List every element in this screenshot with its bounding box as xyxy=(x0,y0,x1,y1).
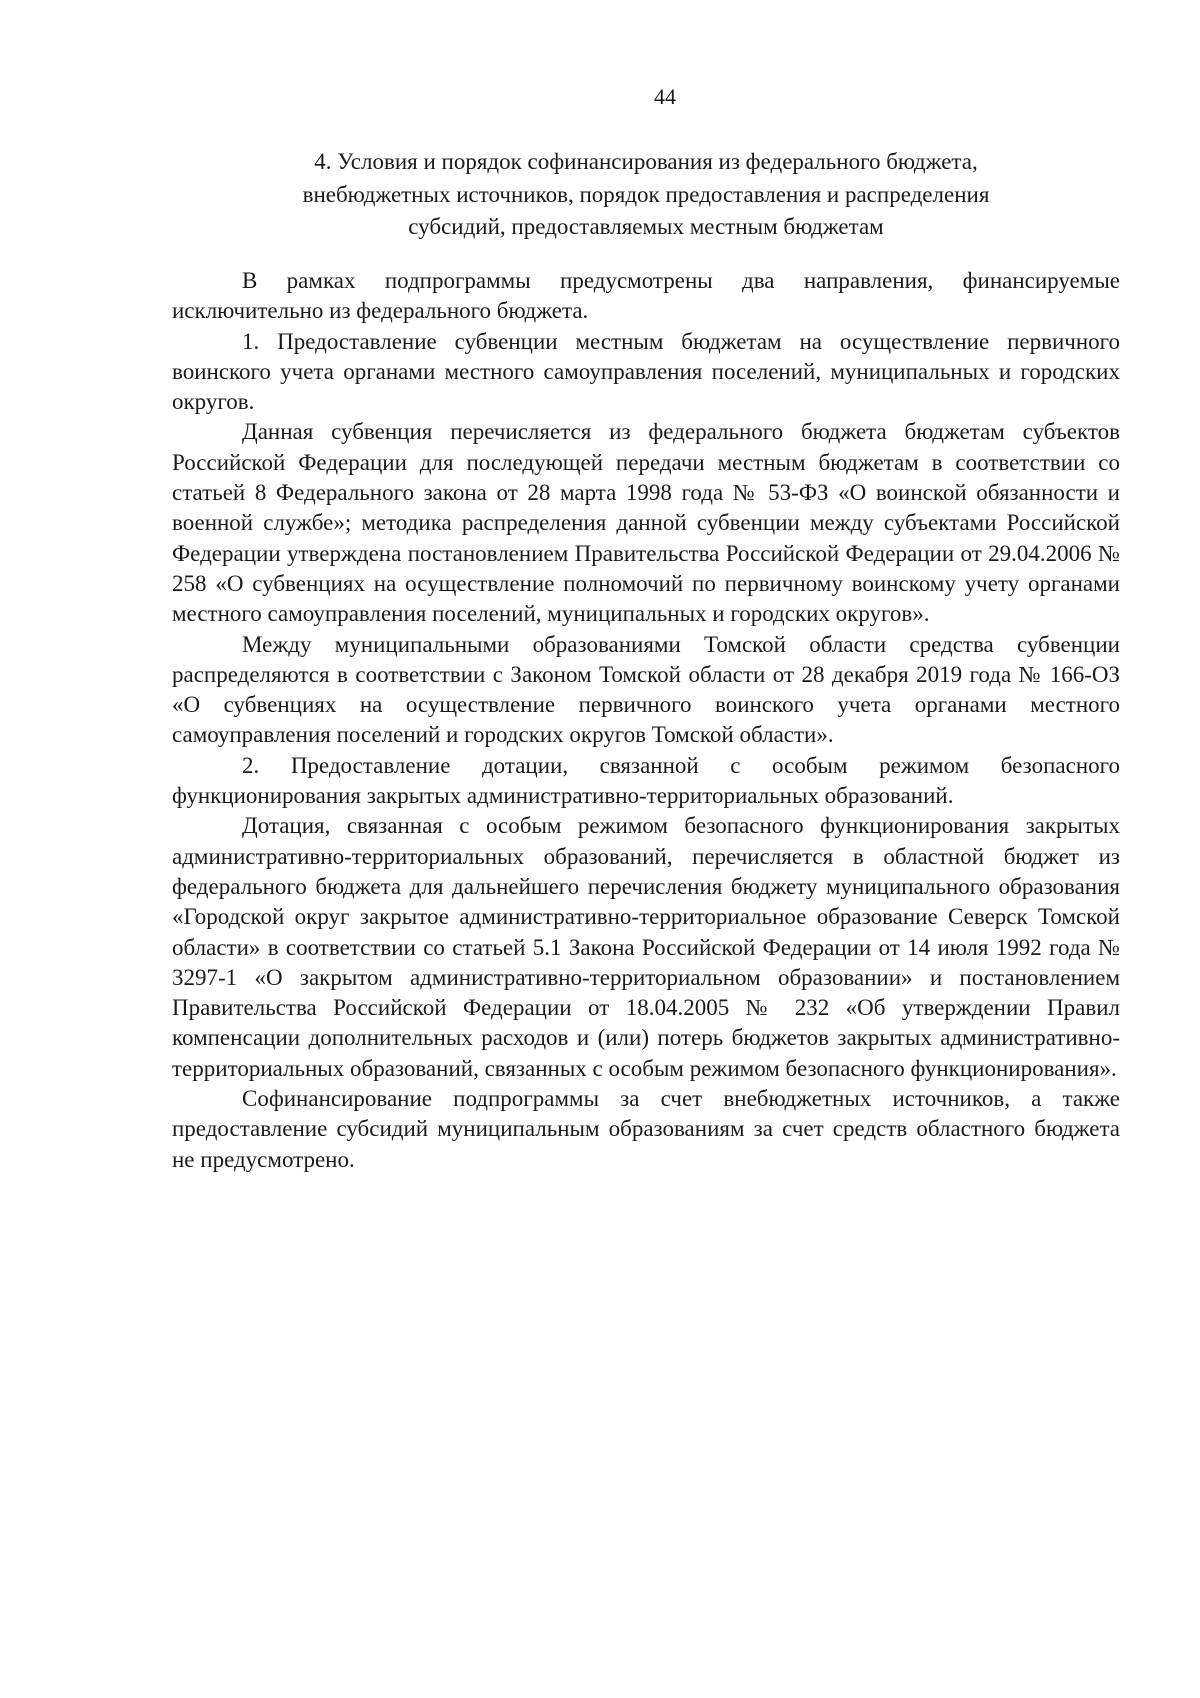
paragraph-subvention-details: Данная субвенция перечисляется из федерального бюджета бюджетам субъектов Российской Федерации для последующей передачи местным бюджетам в соответствии со статьей 8 Федерального закона от 28 марта 1998 года № 53-ФЗ «О воинской обязанности и военной службе»; методика распределения данной субвенции между субъектами Российской Федерации утверждена постановлением Правительства Российской Федерации от 29.04.2006 № 258 «О субвенциях на осуществление полномочий по первичному воинскому учету органами местного самоуправления поселений, муниципальных и городских округов». xyxy=(172,419,1120,627)
heading-line: внебюджетных источников, порядок предоставления и распределения xyxy=(302,181,990,207)
paragraph-intro: В рамках подпрограммы предусмотрены два направления, финансируемые исключительно из федерального бюджета. xyxy=(172,268,1120,324)
paragraph-cofinancing: Софинансирование подпрограммы за счет внебюджетных источников, а также предоставление субсидий муниципальным образованиям за счет средств областного бюджета не предусмотрено. xyxy=(172,1086,1120,1172)
paragraph-item-1: 1. Предоставление субвенции местным бюджетам на осуществление первичного воинского учета органами местного самоуправления поселений, муниципальных и городских округов. xyxy=(172,328,1120,415)
page-number: 44 xyxy=(654,84,676,109)
section-heading xyxy=(172,146,1120,244)
paragraph-item-2: 2. Предоставление дотации, связанной с особым режимом безопасного функционирования закрытых административно-территориальных образований. xyxy=(172,752,1120,809)
paragraph-municipal-distribution: Между муниципальными образованиями Томской области средства субвенции распределяются в соответствии с Законом Томской области от 28 декабря 2019 года № 166-ОЗ «О субвенциях на осуществление первичного воинского учета органами местного самоуправления поселений и городских округов Томской области». xyxy=(172,631,1120,748)
heading-line: субсидий, предоставляемых местным бюджетам xyxy=(408,214,884,239)
heading-line: 4. Условия и порядок софинансирования из федерального бюджета, xyxy=(314,149,978,174)
document-body xyxy=(172,266,1120,1175)
paragraph-grant-details: Дотация, связанная с особым режимом безопасного функционирования закрытых административно-территориальных образований, перечисляется в областной бюджет из федерального бюджета для дальнейшего перечисления бюджету муниципального образования «Городской округ закрытое административно-территориальное образование Северск Томской области» в соответствии со статьей 5.1 Закона Российской Федерации от 14 июля 1992 года № 3297-1 «О закрытом административно-территориальном образовании» и постановлением Правительства Российской Федерации от 18.04.2005 № 232 «Об утверждении Правил компенсации дополнительных расходов и (или) потерь бюджетов закрытых административно-территориальных образований, связанных с особым режимом безопасного функционирования». xyxy=(172,813,1120,1081)
